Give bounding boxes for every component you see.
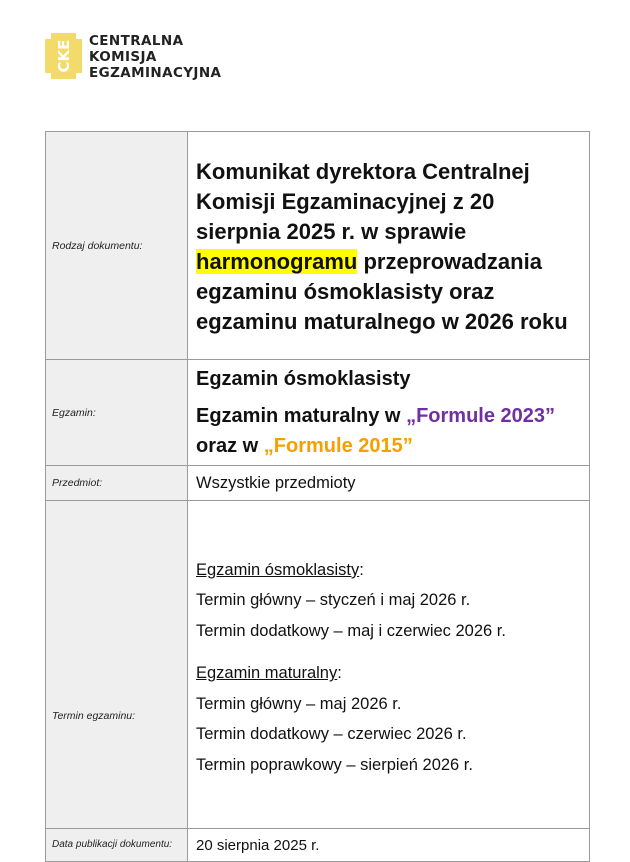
cke-logo-mark-icon bbox=[45, 33, 82, 79]
exam-eighth-grade: Egzamin ósmoklasisty bbox=[196, 368, 411, 390]
term-section-1-colon: : bbox=[359, 560, 364, 579]
exam-matura bbox=[196, 401, 581, 461]
term-section-1-title: Egzamin ósmoklasisty bbox=[196, 560, 360, 579]
term-section-eighth-grade-head bbox=[196, 555, 581, 586]
label-exam-term: Termin egzaminu: bbox=[46, 501, 188, 829]
document-title bbox=[188, 132, 590, 360]
exam-matura-conj: oraz w bbox=[196, 435, 264, 457]
row-subject bbox=[46, 466, 590, 501]
term-item: Termin główny – maj 2026 r. bbox=[196, 694, 402, 713]
logo-line-2: KOMISJA bbox=[89, 49, 157, 65]
cke-logo-letters: CKE bbox=[55, 39, 73, 73]
term-section-2-colon: : bbox=[337, 664, 342, 683]
row-exam bbox=[46, 360, 590, 466]
label-publication-date: Data publikacji dokumentu: bbox=[46, 829, 188, 862]
label-subject: Przedmiot: bbox=[46, 466, 188, 501]
term-item: Termin główny – styczeń i maj 2026 r. bbox=[196, 591, 471, 610]
exam-term-value bbox=[188, 501, 590, 829]
term-section-2-title: Egzamin maturalny bbox=[196, 664, 338, 683]
formula-2015: „Formule 2015” bbox=[263, 435, 413, 457]
logo-line-3: EGZAMINACYJNA bbox=[89, 65, 222, 81]
exam-matura-text: Egzamin maturalny w bbox=[196, 405, 407, 427]
document-metadata-table bbox=[45, 131, 590, 862]
cke-logo-text bbox=[89, 33, 221, 81]
publication-date-value: 20 sierpnia 2025 r. bbox=[188, 829, 590, 862]
row-document-type bbox=[46, 132, 590, 360]
row-exam-term bbox=[46, 501, 590, 829]
logo-line-1: CENTRALNA bbox=[89, 33, 184, 49]
term-section-matura-head bbox=[196, 658, 581, 689]
label-document-type: Rodzaj dokumentu: bbox=[46, 132, 188, 360]
title-highlight: harmonogramu bbox=[196, 248, 358, 274]
title-part-1: Komunikat dyrektora Centralnej Komisji Egzaminacyjnej z 20 sierpnia 2025 r. w sprawie bbox=[196, 158, 530, 244]
row-publication-date bbox=[46, 829, 590, 862]
exam-value bbox=[188, 360, 590, 466]
label-exam: Egzamin: bbox=[46, 360, 188, 466]
term-item: Termin poprawkowy – sierpień 2026 r. bbox=[196, 755, 473, 774]
term-spacer bbox=[196, 646, 581, 658]
term-item: Termin dodatkowy – maj i czerwiec 2026 r. bbox=[196, 621, 506, 640]
formula-2023: „Formule 2023” bbox=[406, 405, 556, 427]
cke-logo bbox=[45, 33, 221, 81]
subject-value: Wszystkie przedmioty bbox=[188, 466, 590, 501]
title-part-2: przeprowadzania egzaminu ósmoklasisty oraz egzaminu maturalnego w 2026 roku bbox=[196, 248, 568, 334]
term-item: Termin dodatkowy – czerwiec 2026 r. bbox=[196, 725, 467, 744]
